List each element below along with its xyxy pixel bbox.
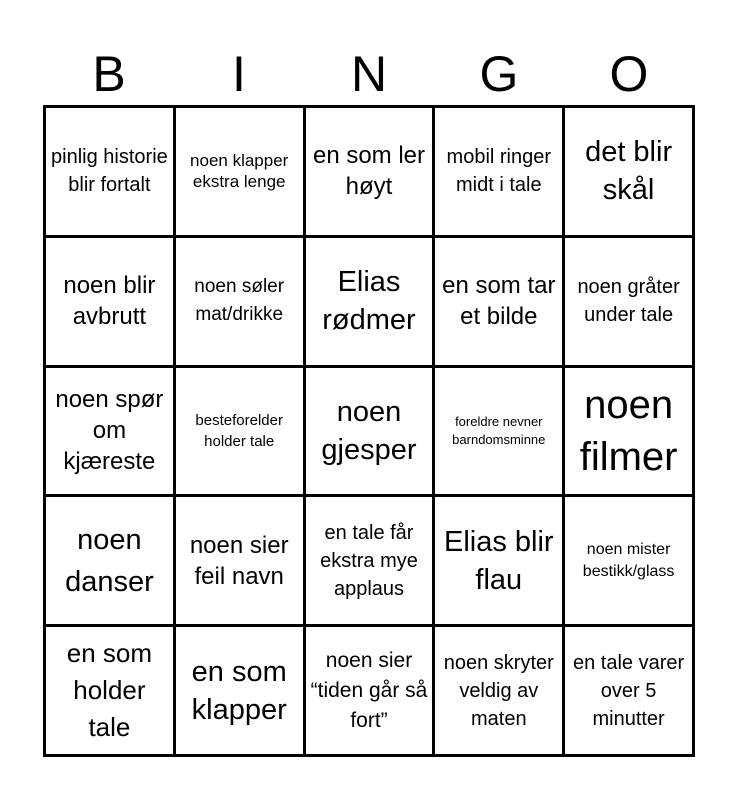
header-letter-o: O — [609, 46, 649, 102]
bingo-cell-r2-c4[interactable] — [435, 238, 565, 368]
cell-text: Elias rødmer — [322, 266, 416, 337]
header-letter-b: B — [92, 46, 126, 102]
cell-text: noen gråter under tale — [577, 276, 680, 327]
cell-text: en som klapper — [191, 655, 287, 726]
cell-text: noen blir avbrutt — [63, 272, 156, 331]
bingo-cell-r3-c1[interactable] — [46, 368, 176, 498]
cell-text: noen filmer — [579, 382, 678, 479]
bingo-cell-r3-c4[interactable] — [435, 368, 565, 498]
cell-text: foreldre nevner barndomsminne — [452, 413, 546, 447]
cell-text: noen sier feil navn — [189, 531, 289, 590]
cell-text: noen gjesper — [321, 395, 417, 466]
cell-text: Elias blir flau — [443, 525, 554, 596]
bingo-cell-r5-c4[interactable] — [435, 627, 565, 757]
cell-text: en som ler høyt — [312, 142, 426, 201]
cell-text: noen søler mat/drikke — [194, 276, 285, 326]
cell-text: noen danser — [65, 523, 154, 598]
cell-text: en som holder tale — [66, 638, 153, 743]
cell-text: pinlig historie blir fortalt — [51, 146, 168, 197]
bingo-cell-r1-c4[interactable] — [435, 108, 565, 238]
bingo-cell-r4-c2[interactable] — [176, 497, 306, 627]
bingo-cell-r4-c5[interactable] — [565, 497, 695, 627]
cell-text: noen mister bestikk/glass — [582, 540, 675, 580]
bingo-cell-r1-c1[interactable] — [46, 108, 176, 238]
header-letter-g: G — [479, 46, 519, 102]
bingo-cell-r1-c3[interactable] — [306, 108, 436, 238]
bingo-cell-r4-c3[interactable] — [306, 497, 436, 627]
cell-text: det blir skål — [585, 136, 673, 207]
bingo-cell-r4-c4[interactable] — [435, 497, 565, 627]
bingo-cell-r2-c3[interactable] — [306, 238, 436, 368]
bingo-cell-r1-c5[interactable] — [565, 108, 695, 238]
cell-text: besteforelder holder tale — [195, 411, 283, 450]
bingo-header — [44, 44, 694, 104]
bingo-cell-r2-c1[interactable] — [46, 238, 176, 368]
bingo-cell-r5-c1[interactable] — [46, 627, 176, 757]
bingo-cell-r4-c1[interactable] — [46, 497, 176, 627]
cell-text: mobil ringer midt i tale — [446, 146, 552, 197]
cell-text: en som tar et bilde — [442, 272, 556, 331]
bingo-cell-r2-c5[interactable] — [565, 238, 695, 368]
cell-text: noen spør om kjæreste — [55, 386, 164, 476]
bingo-cell-r5-c2[interactable] — [176, 627, 306, 757]
bingo-cell-r3-c3[interactable] — [306, 368, 436, 498]
cell-text: noen klapper ekstra lenge — [190, 151, 289, 192]
header-letter-i: I — [232, 46, 246, 102]
bingo-cell-r2-c2[interactable] — [176, 238, 306, 368]
bingo-cell-r1-c2[interactable] — [176, 108, 306, 238]
header-letter-n: N — [350, 46, 388, 102]
bingo-cell-r3-c2[interactable] — [176, 368, 306, 498]
bingo-cell-r5-c3[interactable] — [306, 627, 436, 757]
cell-text: noen sier “tiden går så fort” — [310, 648, 428, 732]
cell-text: en tale får ekstra mye applaus — [320, 521, 418, 600]
cell-text: en tale varer over 5 minutter — [573, 651, 685, 730]
bingo-cell-r3-c5[interactable] — [565, 368, 695, 498]
cell-text: noen skryter veldig av maten — [443, 651, 554, 730]
bingo-cell-r5-c5[interactable] — [565, 627, 695, 757]
bingo-board — [43, 105, 695, 757]
